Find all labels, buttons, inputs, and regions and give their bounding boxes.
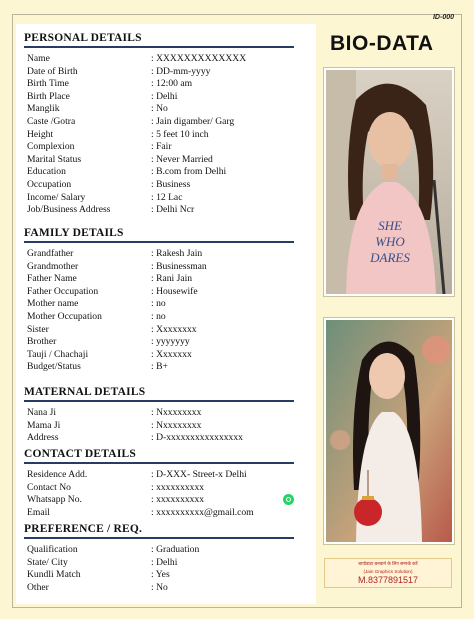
detail-label: Grandfather <box>27 248 74 259</box>
detail-row <box>24 66 294 79</box>
detail-value: : B.com from Delhi <box>151 166 294 179</box>
detail-label: Whatsapp No. <box>27 494 82 506</box>
detail-value: : 12:00 am <box>151 78 294 91</box>
section-rule <box>24 241 294 243</box>
whatsapp-icon <box>283 494 294 505</box>
detail-value: : XXXXXXXXXXXXX <box>151 53 294 66</box>
detail-value: : Delhi <box>151 91 294 104</box>
detail-value: : no <box>151 311 294 324</box>
detail-value: : Graduation <box>151 544 294 557</box>
detail-row <box>24 494 294 507</box>
detail-row <box>24 166 294 179</box>
detail-row <box>24 311 294 324</box>
detail-value: : DD-mm-yyyy <box>151 66 294 79</box>
detail-value: : Yes <box>151 569 294 582</box>
detail-label: Other <box>27 581 49 593</box>
section-family <box>24 226 294 374</box>
section-rule <box>24 537 294 539</box>
detail-label: Residence Add. <box>27 469 88 480</box>
detail-value: : Rakesh Jain <box>151 248 294 261</box>
maker-line-1: बायोडाटा बनवाने के लिए सम्पर्क करें <box>358 561 418 566</box>
detail-value: : Xxxxxxx <box>151 349 294 362</box>
detail-label: Height <box>27 128 54 140</box>
detail-label: Nana Ji <box>27 407 57 418</box>
detail-value: : Nxxxxxxxx <box>151 420 294 433</box>
detail-label: Father Name <box>27 273 77 285</box>
contact-rows <box>24 469 294 519</box>
svg-text:WHO: WHO <box>375 234 405 249</box>
detail-row <box>24 154 294 167</box>
detail-value: : No <box>151 582 294 595</box>
detail-value: : Xxxxxxxx <box>151 324 294 337</box>
detail-label: Contact No <box>27 481 71 493</box>
maker-contact-box <box>324 558 452 588</box>
profile-photo-1 <box>324 68 454 296</box>
section-rule <box>24 400 294 402</box>
detail-label: Mama Ji <box>27 419 61 431</box>
id-label: ID-000 <box>432 14 454 21</box>
detail-row <box>24 179 294 192</box>
detail-row <box>24 469 294 482</box>
detail-label: Mother Occupation <box>27 310 102 322</box>
detail-row <box>24 361 294 374</box>
detail-label: Name <box>27 53 50 64</box>
detail-label: Mother name <box>27 298 79 310</box>
detail-label: Date of Birth <box>27 65 78 77</box>
section-heading: CONTACT DETAILS <box>24 448 136 460</box>
detail-row <box>24 141 294 154</box>
detail-row <box>24 103 294 116</box>
detail-row <box>24 507 294 520</box>
detail-value: : Never Married <box>151 154 294 167</box>
detail-row <box>24 129 294 142</box>
detail-value: : Delhi Ncr <box>151 204 294 217</box>
detail-row <box>24 482 294 495</box>
section-heading: PERSONAL DETAILS <box>24 32 142 44</box>
section-heading: MATERNAL DETAILS <box>24 386 146 398</box>
section-personal <box>24 31 294 217</box>
detail-row <box>24 192 294 205</box>
detail-label: Kundli Match <box>27 569 81 581</box>
detail-value: : Housewife <box>151 286 294 299</box>
detail-value: : B+ <box>151 361 294 374</box>
detail-row <box>24 273 294 286</box>
detail-label: State/ City <box>27 556 68 568</box>
detail-label: Grandmother <box>27 260 79 272</box>
detail-value: : Rani Jain <box>151 273 294 286</box>
family-rows <box>24 248 294 374</box>
section-maternal <box>24 385 294 445</box>
detail-value: : Jain digamber/ Garg <box>151 116 294 129</box>
detail-label: Sister <box>27 323 49 335</box>
detail-value: : D-xxxxxxxxxxxxxxxx <box>151 432 294 445</box>
detail-value: : xxxxxxxxxx <box>151 482 294 495</box>
detail-value: : xxxxxxxxxx@gmail.com <box>151 507 294 520</box>
section-preference <box>24 522 294 594</box>
detail-label: Income/ Salary <box>27 191 86 203</box>
detail-value: : 12 Lac <box>151 192 294 205</box>
maker-line-2: (Jain Graphics Solution) <box>363 569 413 574</box>
detail-label: Job/Business Address <box>27 204 111 216</box>
section-rule <box>24 46 294 48</box>
detail-row <box>24 91 294 104</box>
detail-label: Birth Time <box>27 78 69 90</box>
detail-label: Address <box>27 432 59 444</box>
detail-label: Complexion <box>27 141 75 153</box>
detail-row <box>24 569 294 582</box>
detail-value: : Businessman <box>151 261 294 274</box>
detail-row <box>24 286 294 299</box>
section-contact <box>24 447 294 519</box>
portrait-illustration <box>326 70 452 294</box>
maternal-rows <box>24 407 294 445</box>
section-rule <box>24 462 294 464</box>
detail-label: Qualification <box>27 544 78 555</box>
detail-label: Caste /Gotra <box>27 115 76 127</box>
detail-row <box>24 298 294 311</box>
personal-rows <box>24 53 294 217</box>
detail-value: : Nxxxxxxxx <box>151 407 294 420</box>
detail-value: : D-XXX- Street-x Delhi <box>151 469 294 482</box>
detail-row <box>24 349 294 362</box>
svg-text:DARES: DARES <box>370 250 410 265</box>
maker-phone: M.8377891517 <box>357 575 419 585</box>
detail-label: Email <box>27 506 50 518</box>
detail-row <box>24 324 294 337</box>
detail-label: Father Occupation <box>27 285 99 297</box>
detail-row <box>24 544 294 557</box>
page-title: BIO-DATA <box>330 32 434 55</box>
portrait-illustration <box>326 320 452 542</box>
preference-rows <box>24 544 294 594</box>
detail-row <box>24 261 294 274</box>
detail-row <box>24 407 294 420</box>
detail-row <box>24 582 294 595</box>
svg-text:SHE: SHE <box>378 218 402 233</box>
detail-row <box>24 248 294 261</box>
detail-value: : no <box>151 298 294 311</box>
detail-row <box>24 78 294 91</box>
detail-row <box>24 420 294 433</box>
section-heading: FAMILY DETAILS <box>24 227 124 239</box>
detail-value: : 5 feet 10 inch <box>151 129 294 142</box>
detail-row <box>24 53 294 66</box>
detail-value: : Business <box>151 179 294 192</box>
detail-label: Birth Place <box>27 90 70 102</box>
detail-row <box>24 432 294 445</box>
detail-row <box>24 336 294 349</box>
detail-row <box>24 204 294 217</box>
detail-label: Education <box>27 166 66 178</box>
detail-value: : Fair <box>151 141 294 154</box>
detail-value: : No <box>151 103 294 116</box>
section-heading: PREFERENCE / REQ. <box>24 523 143 535</box>
detail-value: : Delhi <box>151 557 294 570</box>
detail-label: Marital Status <box>27 153 82 165</box>
detail-label: Manglik <box>27 103 60 115</box>
detail-label: Budget/Status <box>27 361 81 373</box>
detail-label: Brother <box>27 336 57 348</box>
profile-photo-2 <box>324 318 454 544</box>
detail-value: : yyyyyyy <box>151 336 294 349</box>
detail-label: Occupation <box>27 178 72 190</box>
detail-row <box>24 116 294 129</box>
detail-row <box>24 557 294 570</box>
detail-value: : xxxxxxxxxx <box>151 494 277 507</box>
detail-label: Tauji / Chachaji <box>27 348 89 360</box>
